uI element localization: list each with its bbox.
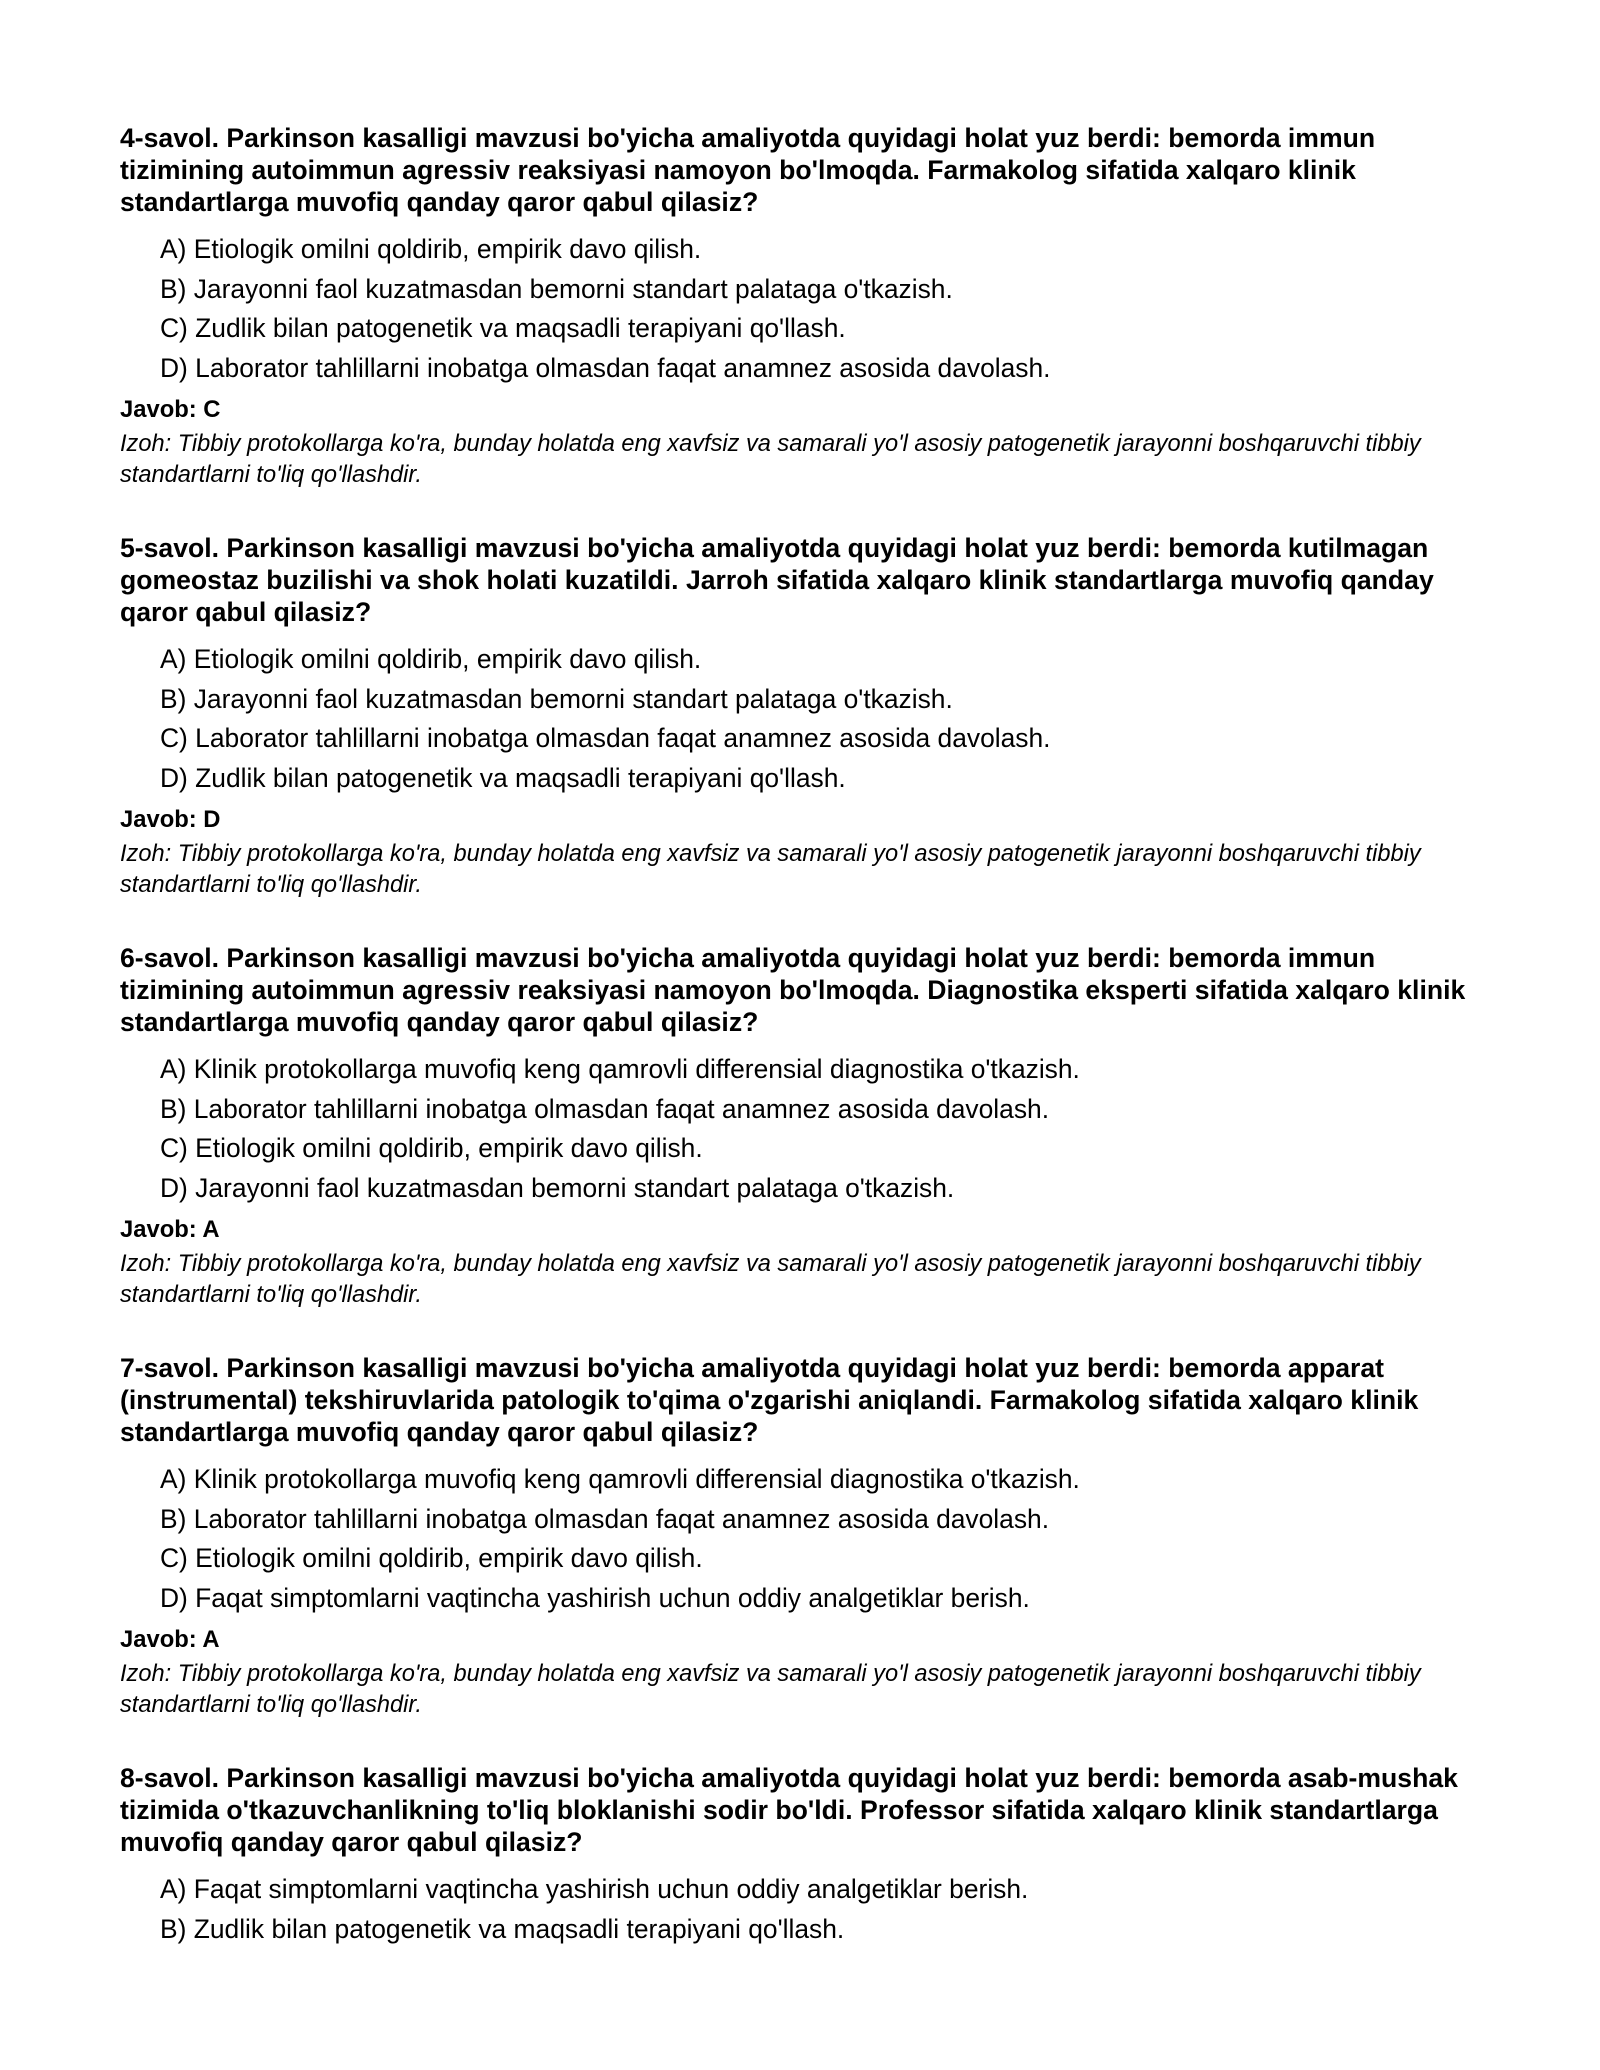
question-7 (120, 1352, 1490, 1721)
question-title: 6-savol. Parkinson kasalligi mavzusi bo'yicha amaliyotda quyidagi holat yuz berdi: bemorda immun tizimining autoimmun agressiv reaksiyasi namoyon bo'lmoqda. Diagnostika eksperti sifatida xalqaro klinik standartlarga muvofiq qanday qaror qabul qilasiz? (120, 943, 1466, 1037)
question-title: 7-savol. Parkinson kasalligi mavzusi bo'yicha amaliyotda quyidagi holat yuz berdi: bemorda apparat (instrumental) tekshiruvlarida patologik to'qima o'zgarishi aniqlandi. Farmakolog sifatida xalqaro klinik standartlarga muvofiq qanday qaror qabul qilasiz? (120, 1353, 1419, 1447)
option-b: B) Laborator tahlillarni inobatga olmasdan faqat anamnez asosida davolash. (160, 1503, 1050, 1534)
options-list (120, 640, 1490, 798)
option-c: C) Etiologik omilni qoldirib, empirik davo qilish. (160, 1133, 703, 1163)
options-list (120, 1460, 1490, 1618)
option-d: D) Laborator tahlillarni inobatga olmasdan faqat anamnez asosida davolash. (160, 352, 1051, 383)
options-list (120, 230, 1490, 388)
question-8 (120, 1762, 1490, 1949)
explanation-note: Izoh: Tibbiy protokollarga ko'ra, bunday holatda eng xavfsiz va samarali yo'l asosiy patogenetik jarayonni boshqaruvchi tibbiy standartlarni to'liq qo'llashdir. (120, 1661, 1421, 1718)
option-d: D) Faqat simptomlarni vaqtincha yashirish uchun oddiy analgetiklar berish. (160, 1582, 1030, 1613)
option-b: B) Jarayonni faol kuzatmasdan bemorni standart palataga o'tkazish. (160, 273, 953, 304)
question-title: 5-savol. Parkinson kasalligi mavzusi bo'yicha amaliyotda quyidagi holat yuz berdi: bemorda kutilmagan gomeostaz buzilishi va shok holati kuzatildi. Jarroh sifatida xalqaro klinik standartlarga muvofiq qanday qaror qabul qilasiz? (120, 533, 1434, 627)
question-6 (120, 942, 1490, 1311)
options-list (120, 1870, 1490, 1949)
option-a: A) Faqat simptomlarni vaqtincha yashirish uchun oddiy analgetiklar berish. (160, 1874, 1029, 1904)
option-c: C) Laborator tahlillarni inobatga olmasdan faqat anamnez asosida davolash. (160, 723, 1051, 753)
explanation-note: Izoh: Tibbiy protokollarga ko'ra, bunday holatda eng xavfsiz va samarali yo'l asosiy patogenetik jarayonni boshqaruvchi tibbiy standartlarni to'liq qo'llashdir. (120, 431, 1421, 488)
option-d: D) Jarayonni faol kuzatmasdan bemorni standart palataga o'tkazish. (160, 1172, 955, 1203)
options-list (120, 1050, 1490, 1208)
option-c: C) Zudlik bilan patogenetik va maqsadli terapiyani qo'llash. (160, 313, 846, 343)
option-a: A) Klinik protokollarga muvofiq keng qamrovli differensial diagnostika o'tkazish. (160, 1464, 1080, 1494)
explanation-note: Izoh: Tibbiy protokollarga ko'ra, bunday holatda eng xavfsiz va samarali yo'l asosiy patogenetik jarayonni boshqaruvchi tibbiy standartlarni to'liq qo'llashdir. (120, 1251, 1421, 1308)
option-c: C) Etiologik omilni qoldirib, empirik davo qilish. (160, 1543, 703, 1573)
question-title: 4-savol. Parkinson kasalligi mavzusi bo'yicha amaliyotda quyidagi holat yuz berdi: bemorda immun tizimining autoimmun agressiv reaksiyasi namoyon bo'lmoqda. Farmakolog sifatida xalqaro klinik standartlarga muvofiq qanday qaror qabul qilasiz? (120, 123, 1376, 217)
answer-label: Javob: C (120, 396, 221, 423)
option-d: D) Zudlik bilan patogenetik va maqsadli terapiyani qo'llash. (160, 762, 846, 793)
option-b: B) Laborator tahlillarni inobatga olmasdan faqat anamnez asosida davolash. (160, 1093, 1050, 1124)
answer-label: Javob: D (120, 806, 221, 833)
answer-label: Javob: A (120, 1626, 220, 1653)
option-b: B) Jarayonni faol kuzatmasdan bemorni standart palataga o'tkazish. (160, 683, 953, 714)
question-5 (120, 532, 1490, 901)
question-title: 8-savol. Parkinson kasalligi mavzusi bo'yicha amaliyotda quyidagi holat yuz berdi: bemorda asab-mushak tizimida o'tkazuvchanlikning to'liq bloklanishi sodir bo'ldi. Professor sifatida xalqaro klinik standartlarga muvofiq qanday qaror qabul qilasiz? (120, 1763, 1458, 1857)
answer-label: Javob: A (120, 1216, 220, 1243)
option-a: A) Etiologik omilni qoldirib, empirik davo qilish. (160, 234, 702, 264)
question-4 (120, 122, 1490, 491)
option-b: B) Zudlik bilan patogenetik va maqsadli terapiyani qo'llash. (160, 1913, 845, 1944)
option-a: A) Etiologik omilni qoldirib, empirik davo qilish. (160, 644, 702, 674)
option-a: A) Klinik protokollarga muvofiq keng qamrovli differensial diagnostika o'tkazish. (160, 1054, 1080, 1084)
explanation-note: Izoh: Tibbiy protokollarga ko'ra, bunday holatda eng xavfsiz va samarali yo'l asosiy patogenetik jarayonni boshqaruvchi tibbiy standartlarni to'liq qo'llashdir. (120, 841, 1421, 898)
